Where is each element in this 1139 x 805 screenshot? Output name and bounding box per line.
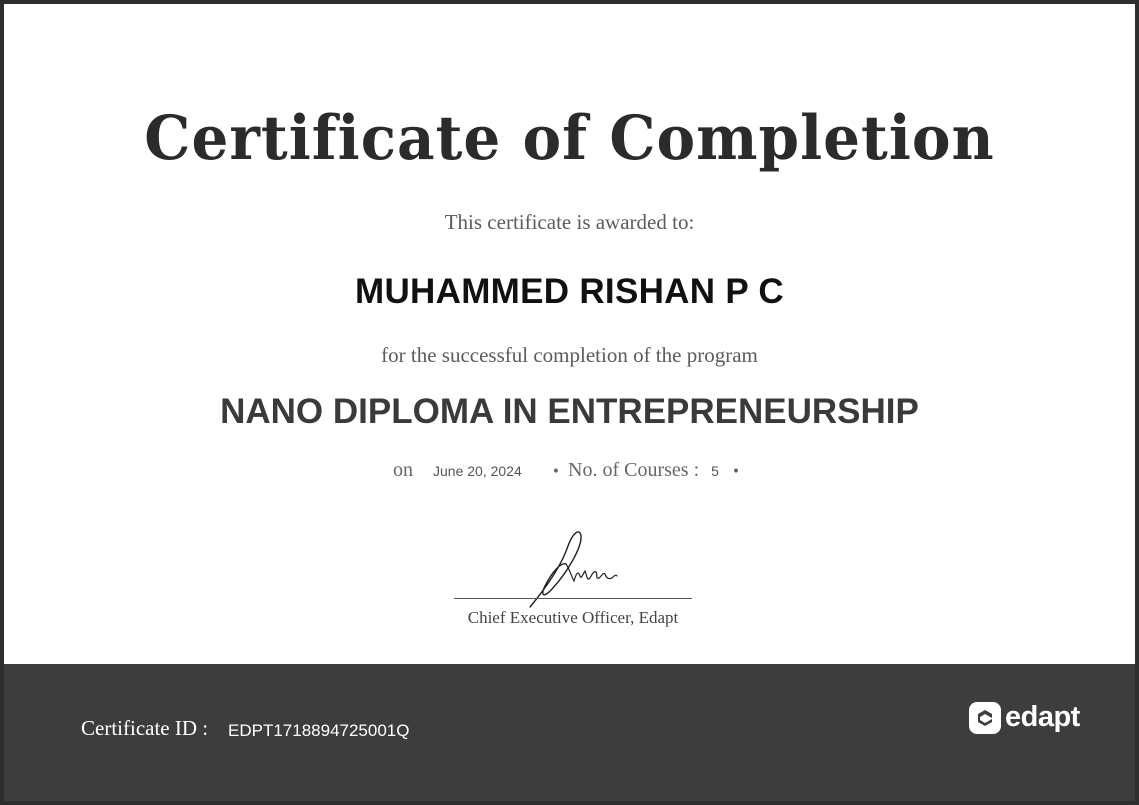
edapt-logo-icon <box>969 702 1001 734</box>
recipient-name: MUHAMMED RISHAN P C <box>355 272 784 311</box>
edapt-wordmark: edapt <box>1005 701 1080 733</box>
bullet-separator: • <box>551 464 561 480</box>
signature-block <box>454 524 692 634</box>
certificate-body <box>4 4 1135 664</box>
certificate-id-label: Certificate ID : <box>81 716 209 740</box>
signature-image <box>454 524 692 614</box>
certificate-footer <box>4 664 1135 801</box>
signature-line <box>454 598 692 599</box>
completion-meta <box>393 459 740 482</box>
courses-count: 5 <box>711 463 719 479</box>
certificate-title: Certificate of Completion <box>144 102 995 174</box>
certificate-id-value: EDPT1718894725001Q <box>228 721 410 740</box>
signatory-title: Chief Executive Officer, Edapt <box>467 608 679 627</box>
on-label: on <box>393 459 413 481</box>
edapt-brand <box>969 701 1080 734</box>
courses-label: No. of Courses : <box>568 459 700 481</box>
completion-date: June 20, 2024 <box>433 463 522 479</box>
awarded-to-text: This certificate is awarded to: <box>444 210 695 234</box>
program-name: NANO DIPLOMA IN ENTREPRENEURSHIP <box>220 392 919 431</box>
bullet-separator-end: • <box>731 464 741 480</box>
completion-text: for the successful completion of the program <box>381 343 758 367</box>
